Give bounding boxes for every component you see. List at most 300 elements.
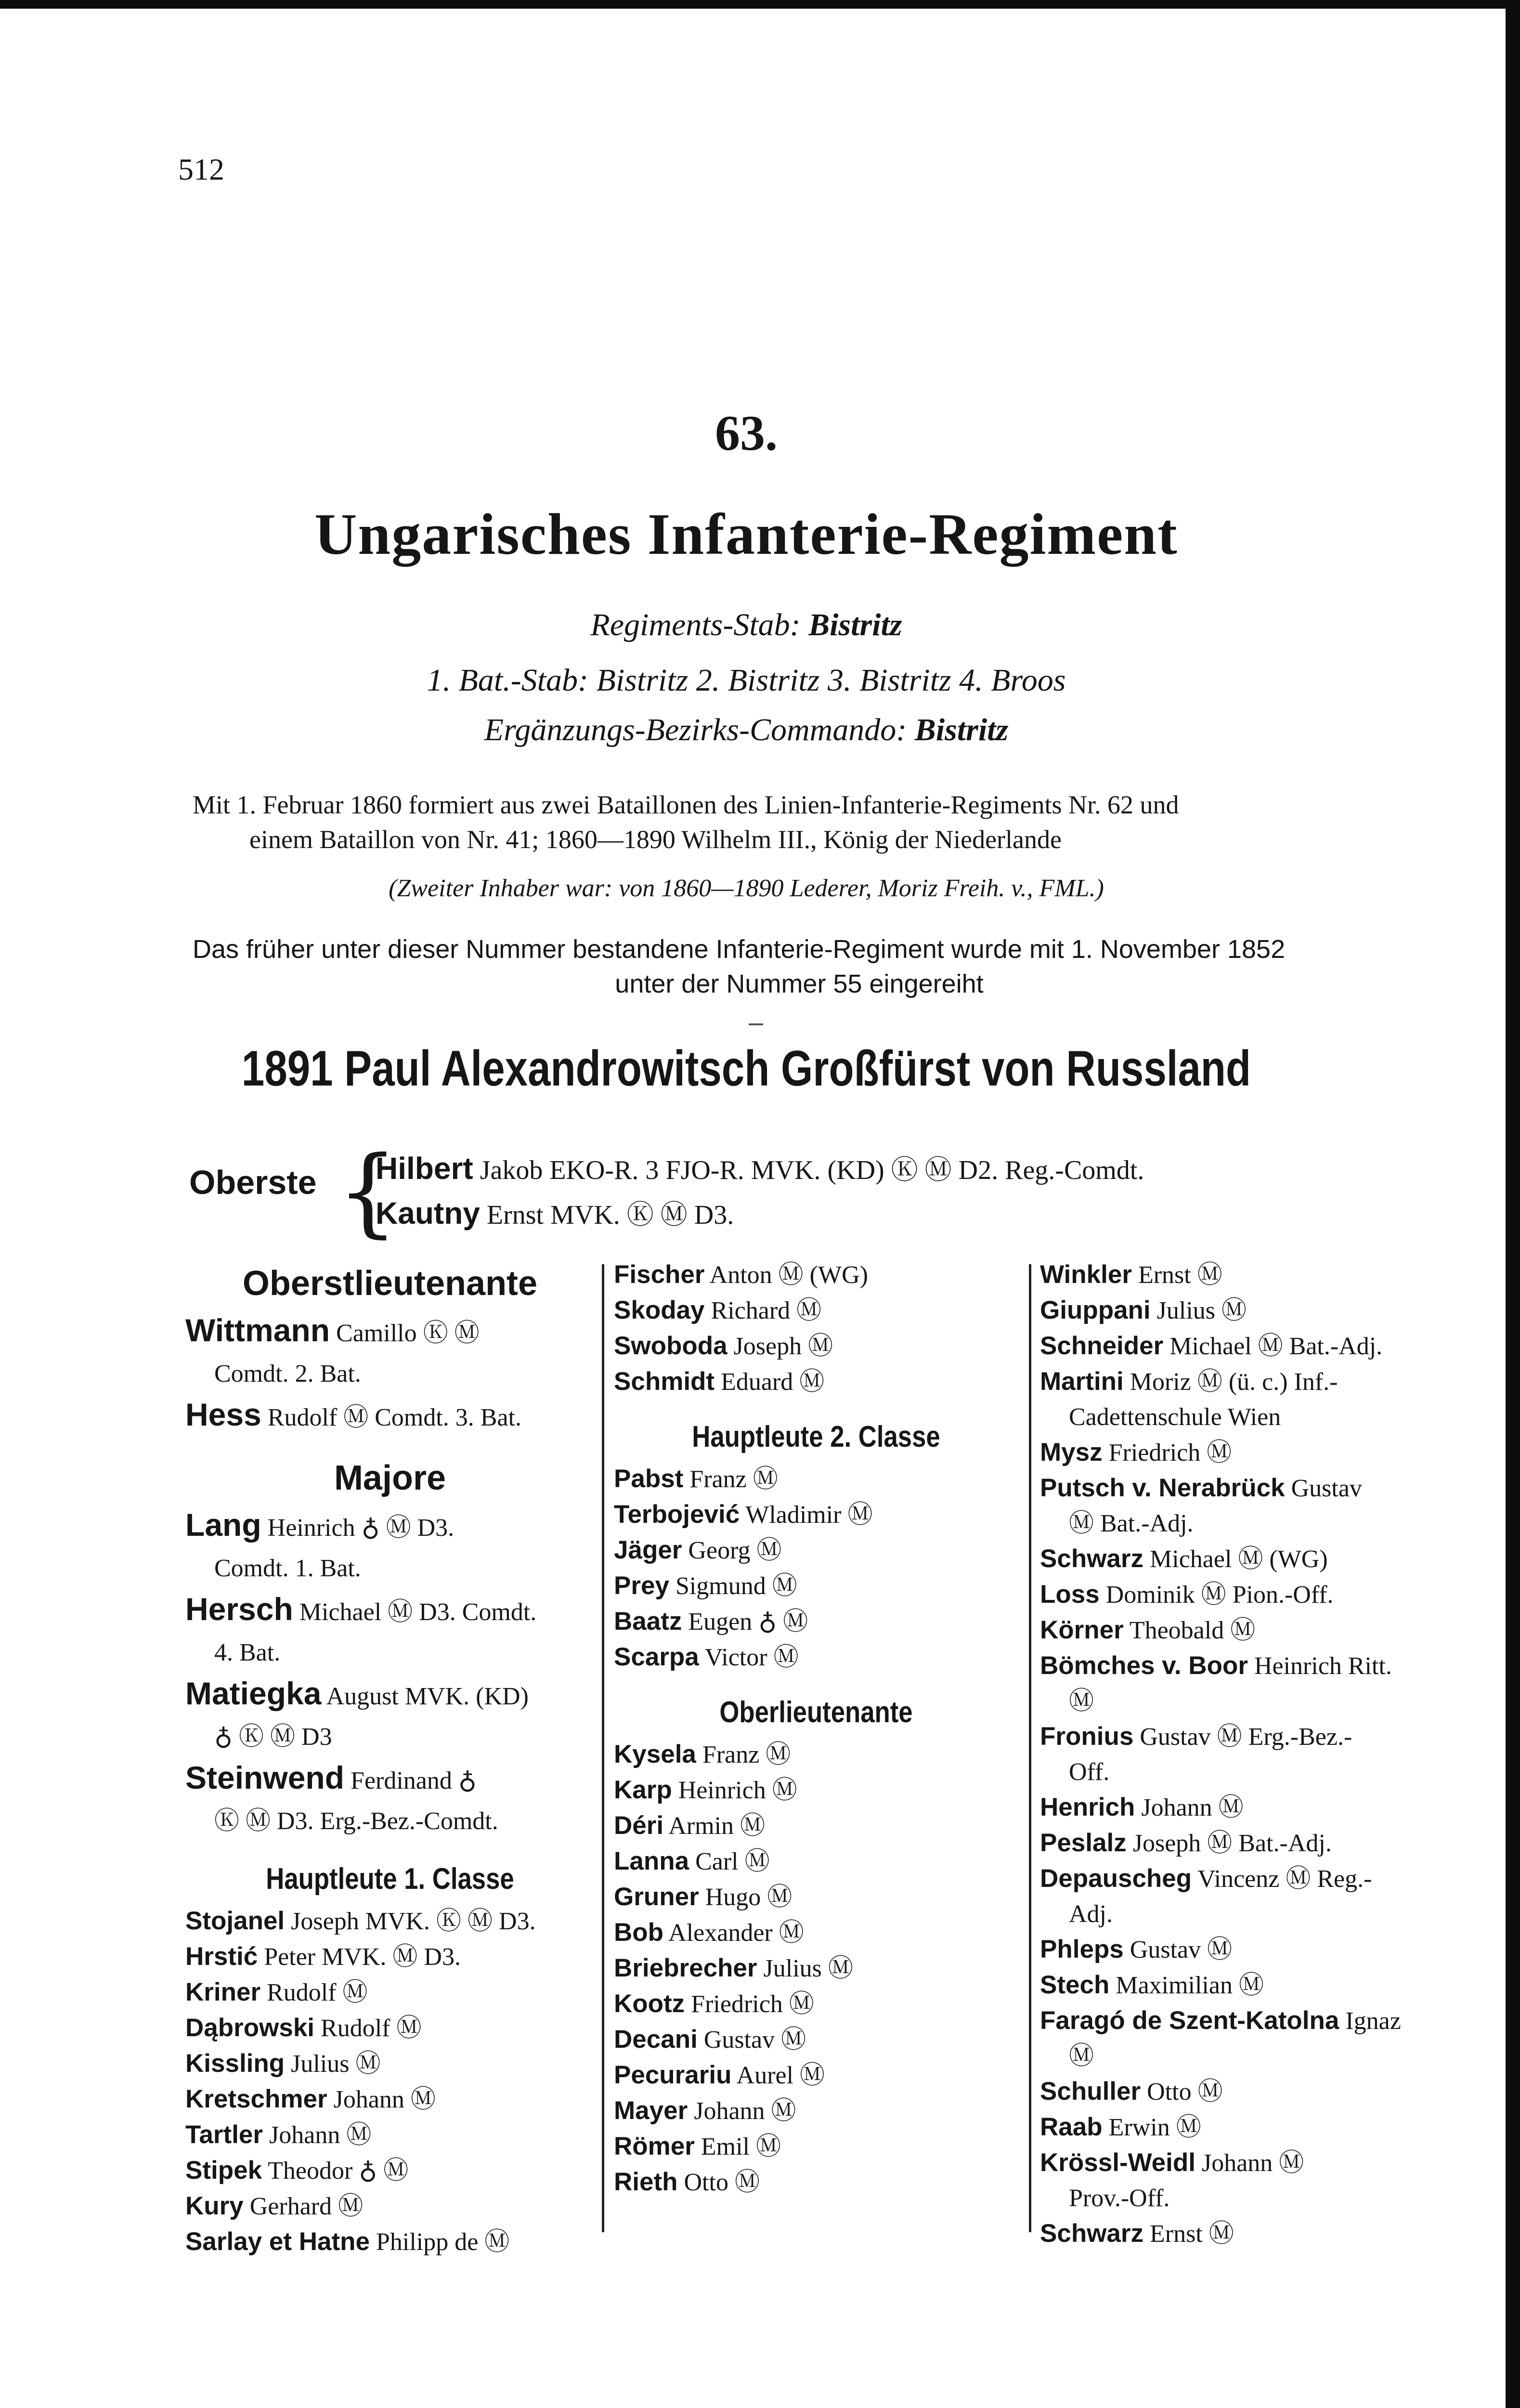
officer-surname: Skoday	[614, 1296, 705, 1324]
officer-details: Heinrich ♁ Ⓜ D3.	[267, 1514, 455, 1542]
former-line-2: unter der Nummer 55 eingereiht	[615, 969, 984, 998]
officer-line	[1040, 1967, 1454, 2003]
officer-continuation: Ⓜ	[1069, 1688, 1094, 1715]
officer-entry	[185, 1975, 595, 2010]
officer-details: Franz Ⓜ	[689, 1466, 778, 1493]
officer-line	[185, 1939, 595, 1975]
officer-surname: Faragó de Szent-Katolna	[1040, 2006, 1339, 2035]
officer-line	[185, 2046, 595, 2081]
officer-surname: Hess	[185, 1397, 261, 1432]
officer-entry	[185, 1903, 595, 1939]
staff-location: Bistritz	[808, 607, 902, 642]
officer-line	[1040, 1648, 1454, 1684]
officer-surname: Winkler	[1040, 1260, 1132, 1289]
district-location: Bistritz	[914, 712, 1009, 747]
officer-surname: Stech	[1040, 1971, 1110, 1999]
officer-details: Johann Ⓜ	[694, 2097, 796, 2125]
officer-surname: Bömches v. Boor	[1040, 1651, 1248, 1680]
officer-details: Gustav Ⓜ Erg.-Bez.-	[1140, 1723, 1352, 1751]
officer-details: Armin Ⓜ	[668, 1812, 766, 1840]
officer-surname: Lang	[185, 1507, 261, 1543]
officer-entry	[614, 1639, 1018, 1675]
officer-details: Heinrich Ⓜ	[678, 1777, 797, 1804]
officer-details: Sigmund Ⓜ	[675, 1572, 797, 1600]
oberste-label: Oberste	[189, 1164, 317, 1201]
officer-entry	[614, 1986, 1018, 2022]
officer-line	[614, 1293, 1018, 1328]
officer-surname: Hrstić	[185, 1942, 258, 1971]
officer-surname: Stojanel	[185, 1907, 285, 1935]
majore-list	[185, 1505, 595, 1842]
officer-line	[185, 2081, 595, 2117]
officer-line	[1040, 2003, 1454, 2039]
officer-surname: Scarpa	[614, 1643, 699, 1671]
officer-entry	[614, 1461, 1018, 1497]
officer-entry	[614, 1950, 1018, 1986]
officer-entry	[185, 2010, 595, 2046]
officer-details: Eduard Ⓜ	[721, 1368, 825, 1396]
officer-continuation: Ⓜ	[1069, 2042, 1094, 2070]
officer-line	[614, 1257, 1018, 1293]
officer-line	[185, 1757, 595, 1801]
officer-line	[614, 1950, 1018, 1986]
officer-line	[185, 1589, 595, 1633]
officer-surname: Pabst	[614, 1465, 684, 1493]
officer-surname: Depauscheg	[1040, 1864, 1192, 1893]
officer-entry	[1040, 2003, 1454, 2074]
officer-details: Rudolf Ⓜ Comdt. 3. Bat.	[267, 1404, 522, 1431]
officer-entry	[185, 2117, 595, 2153]
officer-surname: Kootz	[614, 1989, 685, 2018]
officer-details: Georg Ⓜ	[688, 1537, 782, 1564]
officer-surname: Fischer	[614, 1260, 705, 1289]
officer-details: Wladimir Ⓜ	[745, 1501, 873, 1529]
officer-details: Julius Ⓜ	[291, 2050, 381, 2078]
officer-line	[614, 1639, 1018, 1675]
officer-line	[614, 1532, 1018, 1568]
officer-entry	[614, 2057, 1018, 2093]
battalion-staffs: 1. Bat.-Stab: Bistritz 2. Bistritz 3. Bistritz 4. Broos	[427, 663, 1066, 698]
oberlieutenante-heading: Oberlieutenante	[719, 1696, 913, 1729]
officer-details: Heinrich Ritt.	[1254, 1652, 1392, 1680]
officer-line	[1040, 1612, 1454, 1648]
officer-entry	[1040, 1825, 1454, 1861]
officer-surname: Baatz	[614, 1607, 682, 1636]
officer-entry	[1040, 1328, 1454, 1364]
officer-details: Michael Ⓜ (WG)	[1150, 1545, 1328, 1573]
officer-line	[1040, 1577, 1454, 1612]
officer-surname: Sarlay et Hatne	[185, 2227, 370, 2256]
hauptleute-1-list	[185, 1903, 595, 2260]
officer-surname: Hersch	[185, 1591, 293, 1627]
officer-surname: Schuller	[1040, 2077, 1141, 2106]
officer-surname: Giuppani	[1040, 1296, 1151, 1324]
officer-continuation: Comdt. 1. Bat.	[214, 1555, 361, 1582]
scan-border-top	[0, 0, 1520, 9]
officer-entry	[1040, 1648, 1454, 1719]
hauptleute-1-continued-list	[614, 1257, 1018, 1400]
officer-entry	[1040, 1470, 1454, 1541]
divider	[749, 1023, 763, 1025]
column-3	[1040, 1257, 1454, 2251]
officer-continuation: Comdt. 2. Bat.	[214, 1360, 361, 1387]
officer-line	[614, 1604, 1018, 1639]
officer-surname: Schwarz	[1040, 1544, 1144, 1573]
officer-details: Victor Ⓜ	[704, 1644, 799, 1671]
officer-entry	[1040, 1435, 1454, 1470]
oberlieutenante-list	[614, 1737, 1018, 2200]
officer-details: Johann Ⓜ	[1141, 1794, 1244, 1821]
officer-line	[1040, 1328, 1454, 1364]
officer-continuation: ♁ Ⓚ Ⓜ D3	[214, 1723, 332, 1751]
officer-line	[614, 1568, 1018, 1604]
officer-surname: Mayer	[614, 2096, 688, 2125]
officer-line	[614, 2164, 1018, 2200]
former-regiment-note	[193, 932, 1464, 1001]
officer-surname: Decani	[614, 2025, 698, 2054]
officer-line	[614, 1915, 1018, 1950]
officer-line	[1040, 1719, 1454, 1754]
officer-line	[185, 2117, 595, 2153]
oberst-details: Ernst MVK. Ⓚ Ⓜ D3.	[486, 1200, 734, 1230]
officer-entry	[185, 2046, 595, 2081]
officer-line	[614, 1497, 1018, 1532]
officer-surname: Lanna	[614, 1847, 689, 1875]
officer-details: Otto Ⓜ	[684, 2169, 760, 2196]
officer-entry	[614, 2164, 1018, 2200]
officer-entry	[614, 1737, 1018, 1772]
officer-line	[185, 1505, 595, 1548]
officer-line	[185, 1394, 595, 1438]
officer-entry	[185, 1394, 595, 1438]
spacer	[614, 1675, 1018, 1688]
officer-surname: Stipek	[185, 2156, 262, 2185]
spacer	[185, 1842, 595, 1855]
officer-line	[614, 2129, 1018, 2164]
officer-line	[614, 1772, 1018, 1808]
column-divider	[602, 1264, 604, 2232]
officer-details: Alexander Ⓜ	[668, 1919, 804, 1947]
officer-line	[614, 1879, 1018, 1915]
officer-entry	[614, 1497, 1018, 1532]
officer-surname: Pecurariu	[614, 2061, 732, 2089]
officer-line	[1040, 2216, 1454, 2251]
officer-entry	[1040, 2109, 1454, 2145]
former-line-1: Das früher unter dieser Nummer bestandene Infanterie-Regiment wurde mit 1. November 1852	[193, 935, 1286, 964]
officer-surname: Wittmann	[185, 1312, 330, 1348]
officer-line	[185, 1673, 595, 1717]
officer-line	[1040, 1470, 1454, 1506]
officer-entry	[1040, 2145, 1454, 2216]
officer-surname: Loss	[1040, 1580, 1100, 1609]
officer-entry	[185, 2081, 595, 2117]
oberlieutenante-continued-list	[1040, 1257, 1454, 2251]
second-owner-note: (Zweiter Inhaber war: von 1860—1890 Lederer, Moriz Freih. v., FML.)	[389, 875, 1104, 902]
officer-details: Michael Ⓜ D3. Comdt.	[299, 1598, 537, 1626]
officer-surname: Phleps	[1040, 1935, 1124, 1963]
officer-surname: Rieth	[614, 2168, 678, 2196]
officer-details: Rudolf Ⓜ	[321, 2015, 422, 2042]
oberst-details: Jakob EKO-R. 3 FJO-R. MVK. (KD) Ⓚ Ⓜ D2. Reg.-Comdt.	[480, 1155, 1144, 1185]
officer-details: Julius Ⓜ	[763, 1955, 853, 1982]
officer-surname: Schwarz	[1040, 2219, 1144, 2248]
officer-entry	[1040, 1577, 1454, 1612]
officer-line	[1040, 2145, 1454, 2181]
officer-entry	[614, 1844, 1018, 1879]
officer-surname: Henrich	[1040, 1793, 1135, 1821]
regiment-title: Ungarisches Infanterie-Regiment	[314, 502, 1178, 567]
officer-line	[185, 2224, 595, 2260]
officer-details: Friedrich Ⓜ	[1108, 1439, 1232, 1466]
officer-details: Franz Ⓜ	[702, 1741, 791, 1768]
officer-surname: Bob	[614, 1918, 664, 1947]
officer-details: Joseph Ⓜ	[733, 1333, 833, 1360]
officer-surname: Karp	[614, 1776, 672, 1804]
officer-entry	[1040, 2216, 1454, 2251]
officer-entry	[614, 1257, 1018, 1293]
officer-entry	[614, 1772, 1018, 1808]
officer-entry	[185, 1589, 595, 1673]
officer-surname: Fronius	[1040, 1722, 1134, 1751]
officer-details: Hugo Ⓜ	[705, 1884, 792, 1911]
column-2	[614, 1257, 1018, 2200]
officer-line	[1040, 1293, 1454, 1328]
officer-entry	[614, 2129, 1018, 2164]
hauptleute-1-heading: Hauptleute 1. Classe	[266, 1862, 514, 1896]
officer-details: Dominik Ⓜ Pion.-Off.	[1105, 1581, 1334, 1609]
oberst-entry	[376, 1149, 1144, 1187]
officer-entry	[614, 2022, 1018, 2057]
officer-line	[1040, 1364, 1454, 1400]
officer-surname: Kysela	[614, 1740, 696, 1768]
officer-line	[1040, 1435, 1454, 1470]
district-label: Ergänzungs-Bezirks-Commando:	[484, 712, 907, 747]
officer-continuation: 4. Bat.	[214, 1639, 281, 1666]
oberst-surname: Hilbert	[376, 1151, 473, 1186]
officer-details: Johann Ⓜ	[269, 2121, 372, 2149]
officer-details: Gustav Ⓜ	[703, 2026, 806, 2054]
column-divider	[1029, 1264, 1031, 2232]
officer-details: Emil Ⓜ	[701, 2133, 781, 2160]
officer-entry	[1040, 1932, 1454, 1967]
officer-surname: Steinwend	[185, 1760, 345, 1795]
officer-surname: Krössl-Weidl	[1040, 2148, 1195, 2177]
officer-line	[1040, 1257, 1454, 1293]
officer-surname: Tartler	[185, 2120, 263, 2149]
officer-continuation: Ⓚ Ⓜ D3. Erg.-Bez.-Comdt.	[214, 1807, 498, 1835]
officer-line	[614, 1986, 1018, 2022]
officer-line	[1040, 1825, 1454, 1861]
officer-line	[614, 1364, 1018, 1400]
officer-line	[1040, 2109, 1454, 2145]
officer-line	[185, 1903, 595, 1939]
officer-entry	[1040, 2074, 1454, 2109]
officer-continuation: Prov.-Off.	[1069, 2185, 1170, 2212]
officer-surname: Kury	[185, 2192, 244, 2220]
brace: {	[337, 1136, 399, 1248]
officer-surname: Prey	[614, 1571, 669, 1600]
officer-details: Vincenz Ⓜ Reg.-	[1197, 1865, 1372, 1893]
officer-entry	[1040, 1293, 1454, 1328]
officer-continuation: Cadettenschule Wien	[1069, 1403, 1281, 1431]
officer-surname: Schmidt	[614, 1367, 715, 1396]
officer-surname: Briebrecher	[614, 1954, 757, 1982]
officer-entry	[614, 1364, 1018, 1400]
officer-line	[614, 2022, 1018, 2057]
officer-details: Aurel Ⓜ	[736, 2062, 825, 2089]
officer-surname: Kissling	[185, 2049, 285, 2078]
officer-surname: Kriner	[185, 1978, 261, 2006]
officer-line	[1040, 1541, 1454, 1577]
officer-entry	[614, 1532, 1018, 1568]
officer-details: Camillo Ⓚ Ⓜ	[336, 1320, 480, 1347]
officer-details: Joseph MVK. Ⓚ Ⓜ D3.	[291, 1908, 536, 1935]
officer-line	[614, 2093, 1018, 2129]
officer-entry	[614, 1604, 1018, 1639]
officer-continuation: Adj.	[1069, 1900, 1113, 1928]
officer-entry	[185, 2188, 595, 2224]
officer-surname: Römer	[614, 2132, 695, 2160]
officer-surname: Gruner	[614, 1883, 699, 1911]
officer-details: Ernst Ⓜ	[1138, 1261, 1222, 1289]
officer-details: Moriz Ⓜ (ü. c.) Inf.-	[1130, 1368, 1338, 1396]
regiment-owner: 1891 Paul Alexandrowitsch Großfürst von Russland	[241, 1041, 1251, 1097]
majore-heading: Majore	[334, 1459, 446, 1497]
officer-entry	[614, 2093, 1018, 2129]
column-1	[185, 1257, 595, 2260]
officer-entry	[1040, 1967, 1454, 2003]
officer-line	[185, 1975, 595, 2010]
officer-surname: Matiegka	[185, 1675, 322, 1711]
officer-line	[614, 1808, 1018, 1844]
officer-continuation: Off.	[1069, 1758, 1110, 1786]
officer-entry	[614, 1808, 1018, 1844]
officer-line	[614, 1844, 1018, 1879]
history-line-2: einem Bataillon von Nr. 41; 1860—1890 Wilhelm III., König der Niederlande	[249, 825, 1062, 854]
officer-entry	[614, 1879, 1018, 1915]
officer-line	[185, 2010, 595, 2046]
officer-details: Gerhard Ⓜ	[249, 2193, 364, 2220]
oberstlieutenante-heading: Oberstlieutenante	[242, 1264, 538, 1303]
officer-surname: Déri	[614, 1811, 664, 1840]
regiments-stab-line	[0, 607, 1493, 643]
officer-details: Carl Ⓜ	[695, 1848, 770, 1875]
oberst-entry	[376, 1193, 734, 1232]
officer-line	[614, 1737, 1018, 1772]
officer-details: Philipp de Ⓜ	[376, 2228, 510, 2256]
officer-details: Joseph Ⓜ Bat.-Adj.	[1132, 1830, 1332, 1857]
officer-details: Otto Ⓜ	[1147, 2078, 1223, 2106]
officer-line	[614, 1328, 1018, 1364]
officer-line	[614, 1461, 1018, 1497]
officer-entry	[1040, 1790, 1454, 1825]
history-line-1: Mit 1. Februar 1860 formiert aus zwei Bataillonen des Linien-Infanterie-Regiments Nr. 62 und	[193, 790, 1179, 819]
officer-surname: Jäger	[614, 1536, 682, 1564]
officer-surname: Kretschmer	[185, 2085, 327, 2113]
officer-surname: Putsch v. Nerabrück	[1040, 1474, 1285, 1502]
staff-label: Regiments-Stab:	[590, 607, 801, 642]
officer-entry	[1040, 1861, 1454, 1932]
officer-entry	[1040, 1719, 1454, 1790]
officer-details: Julius Ⓜ	[1156, 1297, 1247, 1324]
officer-line	[1040, 1790, 1454, 1825]
officer-entry	[185, 1939, 595, 1975]
officer-details: Anton Ⓜ (WG)	[709, 1261, 868, 1289]
officer-entry	[1040, 1541, 1454, 1577]
formation-history	[193, 787, 1464, 857]
officer-details: Ignaz	[1345, 2007, 1401, 2035]
officer-surname: Martini	[1040, 1367, 1124, 1396]
ergaenzungs-line	[0, 712, 1493, 748]
officer-surname: Körner	[1040, 1616, 1124, 1644]
officer-details: Gustav Ⓜ	[1130, 1936, 1233, 1963]
officer-entry	[614, 1293, 1018, 1328]
officer-line	[1040, 2074, 1454, 2109]
scan-border-right	[1506, 0, 1520, 2408]
officer-line	[185, 2153, 595, 2188]
officer-line	[1040, 1932, 1454, 1967]
officer-surname: Schneider	[1040, 1332, 1164, 1360]
officer-details: Friedrich Ⓜ	[691, 1990, 814, 2018]
officer-entry	[185, 1310, 595, 1394]
officer-line	[185, 1310, 595, 1354]
officer-entry	[185, 2153, 595, 2188]
page-number: 512	[178, 152, 224, 186]
officer-entry	[185, 1757, 595, 1842]
officer-details: Rudolf Ⓜ	[267, 1979, 368, 2006]
officer-surname: Mysz	[1040, 1438, 1103, 1466]
hauptleute-2-list	[614, 1461, 1018, 1675]
officer-details: Erwin Ⓜ	[1108, 2114, 1201, 2141]
officer-entry	[614, 1568, 1018, 1604]
officer-surname: Dąbrowski	[185, 2014, 315, 2042]
officer-surname: Peslalz	[1040, 1829, 1127, 1857]
officer-details: August MVK. (KD)	[326, 1683, 529, 1710]
officer-surname: Raab	[1040, 2113, 1103, 2141]
officer-details: Maximilian Ⓜ	[1116, 1972, 1264, 1999]
hauptleute-2-heading: Hauptleute 2. Classe	[692, 1420, 940, 1453]
officer-entry	[1040, 1257, 1454, 1293]
officer-entry	[185, 2224, 595, 2260]
officer-surname: Terbojević	[614, 1500, 740, 1529]
officer-details: Ernst Ⓜ	[1150, 2220, 1234, 2248]
officer-details: Theodor ♁ Ⓜ	[268, 2157, 409, 2185]
officer-continuation: Ⓜ Bat.-Adj.	[1069, 1510, 1194, 1537]
officer-details: Johann Ⓜ	[1201, 2149, 1304, 2177]
officer-line	[185, 2188, 595, 2224]
spacer	[614, 1400, 1018, 1413]
officer-details: Richard Ⓜ	[711, 1297, 822, 1324]
officer-details: Theobald Ⓜ	[1129, 1617, 1256, 1644]
oberst-surname: Kautny	[376, 1196, 480, 1230]
officer-entry	[614, 1915, 1018, 1950]
officer-entry	[1040, 1612, 1454, 1648]
officer-details: Johann Ⓜ	[333, 2086, 436, 2113]
officer-details: Eugen ♁ Ⓜ	[688, 1608, 808, 1636]
spacer	[185, 1438, 595, 1452]
officer-entry	[614, 1328, 1018, 1364]
officer-entry	[185, 1673, 595, 1757]
officer-entry	[1040, 1364, 1454, 1435]
officer-surname: Swoboda	[614, 1332, 728, 1360]
officer-line	[614, 2057, 1018, 2093]
officer-details: Peter MVK. Ⓜ D3.	[264, 1943, 461, 1971]
officer-details: Michael Ⓜ Bat.-Adj.	[1169, 1333, 1383, 1360]
officer-details: Ferdinand ♁	[351, 1767, 477, 1794]
officer-entry	[185, 1505, 595, 1589]
oberstlieutenante-list	[185, 1310, 595, 1438]
officer-line	[1040, 1861, 1454, 1897]
